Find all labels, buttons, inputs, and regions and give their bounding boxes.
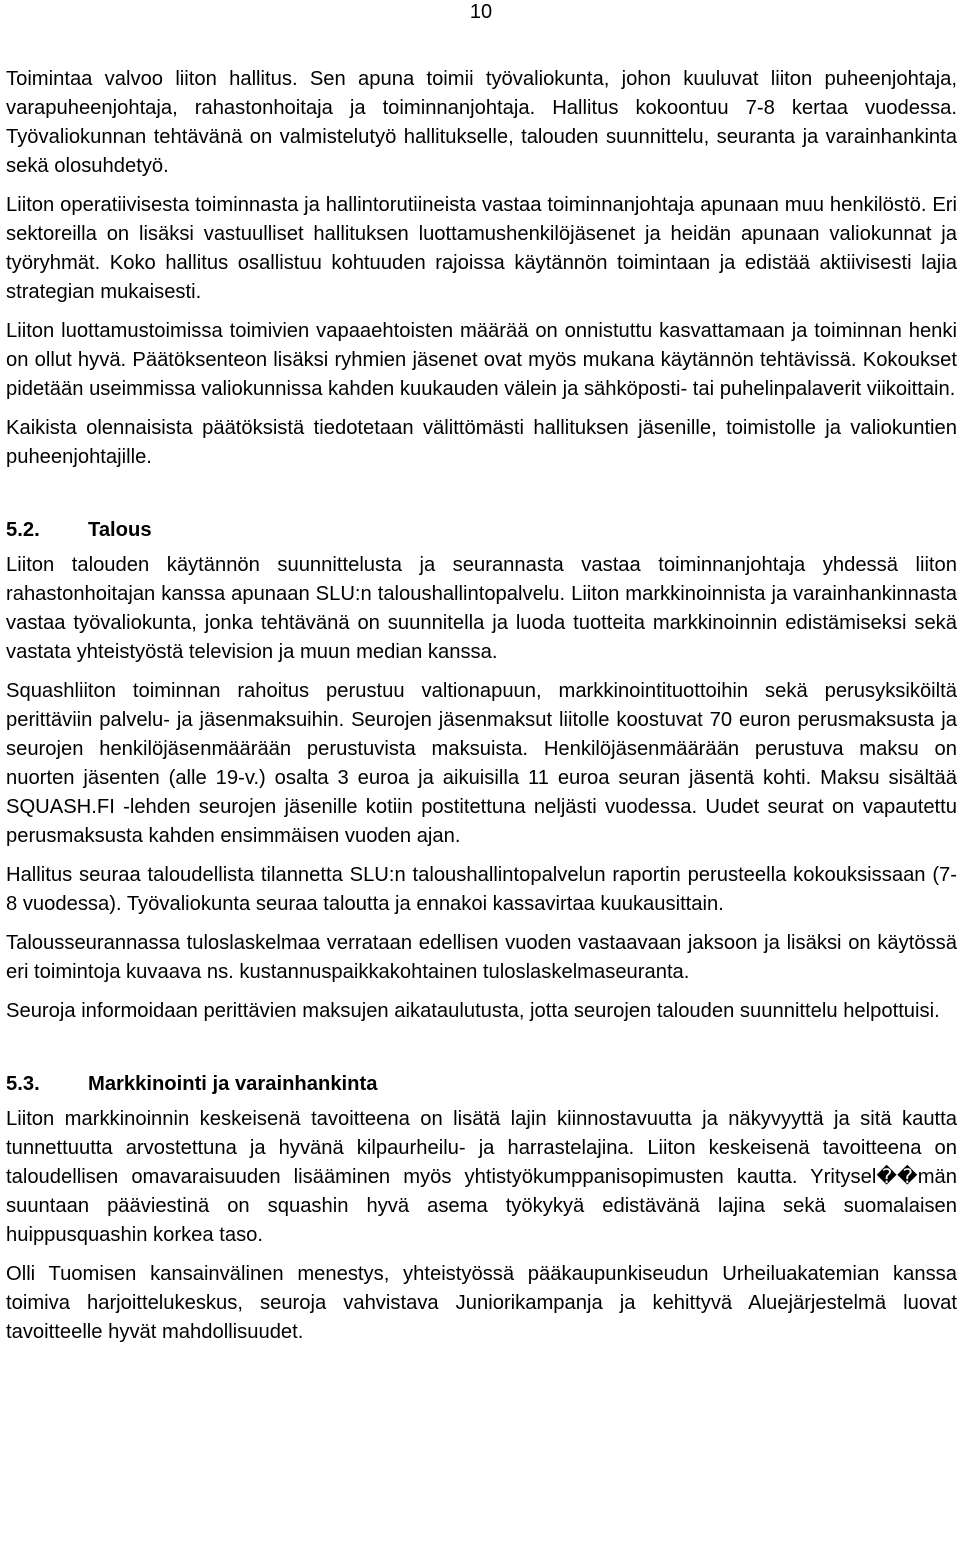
paragraph-talous-1: Liiton talouden käytännön suunnittelusta ja seurannasta vastaa toiminnanjohtaja yhdessä liiton rahastonhoitajan kanssa apunaan SLU:n taloushallintopalvelu. Liiton markkinoinnista ja varainhankinnasta vastaa työvaliokunta, jonka tehtävänä on suunnitella ja luoda tuotteita markkinoinnin edistämiseksi sekä vastata yhteistyöstä television ja muun median kanssa. bbox=[6, 554, 957, 663]
section-title: Markkinointi ja varainhankinta bbox=[88, 1073, 378, 1095]
section-heading-markkinointi bbox=[6, 1070, 957, 1099]
paragraph-talous-5: Seuroja informoidaan perittävien maksujen aikataulutusta, jotta seurojen talouden suunnittelu helpottuisi. bbox=[6, 1000, 940, 1022]
paragraph-intro-1: Toimintaa valvoo liiton hallitus. Sen apuna toimii työvaliokunta, johon kuuluvat liiton puheenjohtaja, varapuheenjohtaja, rahastonhoitaja ja toiminnanjohtaja. Hallitus kokoontuu 7-8 kertaa vuodessa. Työvaliokunnan tehtävänä on valmistelutyö hallitukselle, talouden suunnittelu, seuranta ja varainhankinta sekä olosuhdetyö. bbox=[6, 68, 957, 177]
section-number: 5.2. bbox=[6, 519, 40, 541]
section-heading-talous bbox=[6, 516, 957, 545]
paragraph-markkinointi-1: Liiton markkinoinnin keskeisenä tavoitteena on lisätä lajin kiinnostavuutta ja näkyvyyttä ja sitä kautta tunnettuutta arvostettuna ja hyvänä kilpaurheilu- ja harrastelajina. Liiton keskeisenä tavoitteena on taloudellisen omavaraisuuden lisääminen myös yhtistyökumppanisopimusten kautta. Yritysel��män suuntaan pääviestinä on squashin hyvä asema työkykyä edistävänä lajina sekä suomalaisen huippusquashin korkea taso. bbox=[6, 1108, 957, 1246]
paragraph-talous-3: Hallitus seuraa taloudellista tilannetta SLU:n taloushallintopalvelun raportin perusteella kokouksissaan (7-8 vuodessa). Työvaliokunta seuraa taloutta ja ennakoi kassavirtaa kuukausittain. bbox=[6, 864, 957, 915]
paragraph-intro-3: Liiton luottamustoimissa toimivien vapaaehtoisten määrää on onnistuttu kasvattamaan ja toiminnan henki on ollut hyvä. Päätöksenteon lisäksi ryhmien jäsenet ovat myös mukana käytännön tehtävissä. Kokoukset pidetään useimmissa valiokunnissa kahden kuukauden välein ja sähköposti- tai puhelinpalaverit viikoittain. bbox=[6, 320, 957, 400]
paragraph-intro-2: Liiton operatiivisesta toiminnasta ja hallintorutiineista vastaa toiminnanjohtaja apunaan muu henkilöstö. Eri sektoreilla on lisäksi vastuulliset hallituksen luottamushenkilöjäsenet ja heidän apunaan valiokunnat ja työryhmät. Koko hallitus osallistuu kohtuuden rajoissa käytännön toimintaan ja edistää aktiivisesti lajia strategian mukaisesti. bbox=[6, 194, 957, 303]
section-title: Talous bbox=[88, 519, 152, 541]
paragraph-intro-4: Kaikista olennaisista päätöksistä tiedotetaan välittömästi hallituksen jäsenille, toimistolle ja valiokuntien puheenjohtajille. bbox=[6, 417, 957, 468]
page-content bbox=[6, 65, 957, 1357]
page-number: 10 bbox=[469, 1, 493, 23]
section-number: 5.3. bbox=[6, 1073, 40, 1095]
paragraph-talous-2: Squashliiton toiminnan rahoitus perustuu valtionapuun, markkinointituottoihin sekä perusyksiköiltä perittäviin palvelu- ja jäsenmaksuihin. Seurojen jäsenmaksut liitolle koostuvat 70 euron perusmaksusta ja seurojen henkilöjäsenmäärään perustuvista maksuista. Henkilöjäsenmäärään perustuva maksu on nuorten jäsenten (alle 19-v.) osalta 3 euroa ja aikuisilla 11 euroa seuran jäsentä kohti. Maksu sisältää SQUASH.FI -lehden seurojen jäsenille kotiin postitettuna neljästi vuodessa. Uudet seurat on vapautettu perusmaksusta kahden ensimmäisen vuoden ajan. bbox=[6, 680, 957, 847]
paragraph-markkinointi-2: Olli Tuomisen kansainvälinen menestys, yhteistyössä pääkaupunkiseudun Urheiluakatemian kanssa toimiva harjoittelukeskus, seuroja vahvistava Juniorikampanja ja kehittyvä Aluejärjestelmä luovat tavoitteelle hyvät mahdollisuudet. bbox=[6, 1263, 957, 1343]
paragraph-talous-4: Talousseurannassa tuloslaskelmaa verrataan edellisen vuoden vastaavaan jaksoon ja lisäksi on käytössä eri toimintoja kuvaava ns. kustannuspaikkakohtainen tuloslaskelmaseuranta. bbox=[6, 932, 957, 983]
